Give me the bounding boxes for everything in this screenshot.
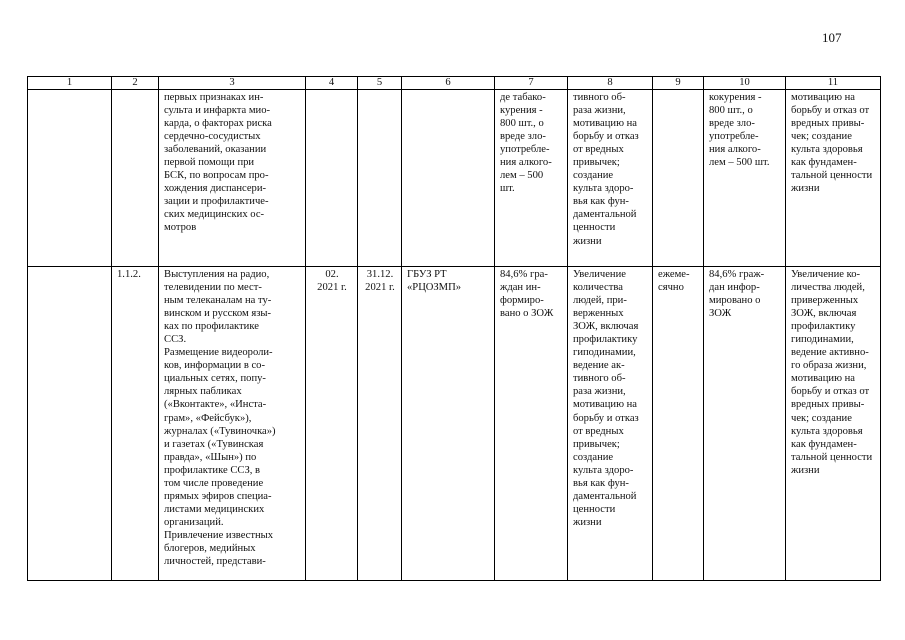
text-line: вреде зло- — [709, 118, 755, 130]
text-line: раза жизни, — [573, 105, 626, 117]
text-line: ния алкого- — [500, 157, 552, 169]
text-line: 02. — [325, 269, 339, 280]
text-line: листами медицинских — [164, 503, 265, 515]
text-line: мотивацию на — [573, 118, 637, 130]
text-line: личества людей, — [791, 282, 865, 294]
text-line: создание — [573, 170, 614, 182]
header-cell: 7 — [495, 77, 568, 90]
text-line: БСК, по вопросам про- — [164, 170, 269, 182]
text-line: тальной ценности — [791, 170, 873, 182]
text-line: курения - — [500, 105, 543, 117]
text-line: ценности — [573, 503, 616, 515]
text-line: чек; создание — [791, 412, 852, 424]
text-line: ских медицинских ос- — [164, 209, 265, 221]
text-line: мотров — [164, 222, 197, 234]
text-line: даментальной — [573, 490, 637, 502]
text-line: хождения диспансери- — [164, 183, 267, 195]
text-line: от вредных — [573, 425, 624, 437]
text-line: привычек; — [573, 438, 620, 450]
text-line: культа здоро- — [573, 183, 634, 195]
header-cell: 3 — [159, 77, 306, 90]
text-line: сячно — [658, 282, 684, 294]
text-line: первых признаках ин- — [164, 92, 264, 103]
text-line: мотивацию на — [791, 92, 855, 103]
text-line: ценности — [573, 222, 616, 234]
text-line: 2021 г. — [317, 282, 347, 294]
cell-item-number: 1.1.2. — [112, 267, 159, 581]
text-line: вья как фун- — [573, 477, 629, 489]
text-line: гиподинамии, — [791, 334, 854, 346]
text-line: употребле- — [500, 144, 550, 156]
text-line: ЗОЖ — [709, 308, 732, 320]
text-line: лем – 500 — [500, 170, 544, 182]
table-row — [28, 90, 881, 267]
text-line: тивного об- — [573, 92, 626, 103]
text-line: лярных пабликах — [164, 386, 242, 398]
text-line: профилактику — [791, 321, 856, 333]
text-line: заболеваний, оказании — [164, 144, 267, 156]
text-line: первой помощи при — [164, 157, 255, 169]
text-line: культа здоровья — [791, 425, 863, 437]
text-line: жизни — [573, 235, 602, 247]
text-line: ГБУЗ РТ — [407, 269, 447, 280]
header-cell: 10 — [704, 77, 786, 90]
text-line: сердечно-сосудистых — [164, 131, 261, 143]
text-line: шт. — [500, 183, 515, 195]
text-line: формиро- — [500, 295, 544, 307]
text-line: го образа жизни, — [791, 360, 867, 372]
text-line: борьбу и отказ от — [791, 105, 870, 117]
text-line: ния алкого- — [709, 144, 761, 156]
header-cell: 6 — [402, 77, 495, 90]
header-cell: 4 — [306, 77, 358, 90]
text-line: мотивацию на — [791, 373, 855, 385]
text-line: карда, о факторах риска — [164, 118, 272, 130]
text-line: зации и профилактиче- — [164, 196, 269, 208]
cell-col2 — [112, 90, 159, 267]
text-line: ведение ак- — [573, 360, 625, 372]
cell-executor — [402, 267, 495, 581]
text-line: употребле- — [709, 131, 759, 143]
text-line: как фундамен- — [791, 438, 857, 450]
text-line: вреде зло- — [500, 131, 546, 143]
text-line: привычек; — [573, 157, 620, 169]
text-line: как фундамен- — [791, 157, 857, 169]
text-line: лем – 500 шт. — [709, 157, 770, 169]
cell-frequency — [653, 90, 704, 267]
text-line: личностей, представи- — [164, 556, 266, 568]
text-line: культа здоро- — [573, 464, 634, 476]
text-line: борьбу и отказ — [573, 412, 639, 424]
text-line: сульта и инфаркта мио- — [164, 105, 271, 117]
text-line: тальной ценности — [791, 451, 873, 463]
text-line: борьбу и отказ от — [791, 386, 870, 398]
text-line: приверженных — [791, 295, 859, 307]
text-line: и газетах («Тувинская — [164, 438, 264, 450]
text-line: ЗОЖ, включая — [573, 321, 639, 333]
text-line: 800 шт., о — [500, 118, 544, 130]
text-line: борьбу и отказ — [573, 131, 639, 143]
text-line: Увеличение — [573, 269, 626, 280]
header-cell: 8 — [568, 77, 653, 90]
text-line: циальных сетях, попу- — [164, 373, 266, 385]
cell-achieved — [704, 267, 786, 581]
cell-indicator — [495, 267, 568, 581]
text-line: вредных привы- — [791, 399, 865, 411]
text-line: ков, информации в со- — [164, 360, 266, 372]
text-line: вья как фун- — [573, 196, 629, 208]
text-line: 84,6% гра- — [500, 269, 548, 280]
plan-table — [27, 76, 881, 581]
cell-indicator — [495, 90, 568, 267]
text-line: количества — [573, 282, 623, 294]
text-line: ЗОЖ, включая — [791, 308, 857, 320]
text-line: «РЦОЗМП» — [407, 282, 462, 294]
text-line: кокурения - — [709, 92, 762, 103]
text-line: ках по профилактике — [164, 321, 259, 333]
text-line: вредных привы- — [791, 118, 865, 130]
cell-start — [306, 90, 358, 267]
text-line: культа здоровья — [791, 144, 863, 156]
header-cell: 1 — [28, 77, 112, 90]
cell-end — [358, 267, 402, 581]
text-line: даментальной — [573, 209, 637, 221]
text-line: жизни — [791, 464, 820, 476]
text-line: вано о ЗОЖ — [500, 308, 554, 320]
text-line: винском и русском язы- — [164, 308, 272, 320]
text-line: ССЗ. — [164, 334, 187, 346]
text-line: тивного об- — [573, 373, 626, 385]
text-line: 84,6% граж- — [709, 269, 765, 280]
text-line: верженных — [573, 308, 624, 320]
text-line: создание — [573, 451, 614, 463]
cell-measure — [159, 267, 306, 581]
text-line: профилактике ССЗ, в — [164, 464, 261, 476]
cell-achieved — [704, 90, 786, 267]
text-line: («Вконтакте», «Инста- — [164, 399, 267, 411]
header-row — [28, 77, 881, 90]
text-line: жизни — [791, 183, 820, 195]
text-line: Увеличение ко- — [791, 269, 861, 280]
text-line: мотивацию на — [573, 399, 637, 411]
text-line: жизни — [573, 516, 602, 528]
text-line: Размещение видеороли- — [164, 347, 273, 359]
text-line: чек; создание — [791, 131, 852, 143]
text-line: 31.12. — [366, 269, 394, 280]
text-line: раза жизни, — [573, 386, 626, 398]
text-line: 2021 г. — [365, 282, 395, 294]
text-line: гиподинамии, — [573, 347, 636, 359]
header-cell: 5 — [358, 77, 402, 90]
text-line: ждан ин- — [500, 282, 541, 294]
text-line: журналах («Тувиночка») — [164, 425, 276, 437]
text-line: ведение активно- — [791, 347, 869, 359]
text-line: правда», «Шын») по — [164, 451, 257, 463]
text-line: Привлечение известных — [164, 529, 274, 541]
text-line: ежеме- — [658, 269, 690, 280]
text-line: людей, при- — [573, 295, 627, 307]
text-line: грам», «Фейсбук»), — [164, 412, 252, 424]
text-line: 800 шт., о — [709, 105, 753, 117]
cell-col1 — [28, 90, 112, 267]
text-line: ным телеканалам на ту- — [164, 295, 272, 307]
text-line: мировано о — [709, 295, 761, 307]
text-line: блогеров, медийных — [164, 542, 256, 554]
cell-result — [568, 90, 653, 267]
header-cell: 2 — [112, 77, 159, 90]
text-line: телевидении по мест- — [164, 282, 262, 294]
cell-start — [306, 267, 358, 581]
text-line: том числе проведение — [164, 477, 264, 489]
text-line: прямых эфиров специа- — [164, 490, 272, 502]
text-line: профилактику — [573, 334, 638, 346]
text-line: организаций. — [164, 516, 224, 528]
cell-result — [568, 267, 653, 581]
text-line: дан инфор- — [709, 282, 760, 294]
cell-executor — [402, 90, 495, 267]
cell-outcome — [786, 267, 881, 581]
text-line: де табако- — [500, 92, 546, 103]
cell-frequency — [653, 267, 704, 581]
cell-col1 — [28, 267, 112, 581]
cell-end — [358, 90, 402, 267]
text-line: от вредных — [573, 144, 624, 156]
table-row — [28, 267, 881, 581]
page-number: 107 — [822, 30, 842, 45]
header-cell: 9 — [653, 77, 704, 90]
cell-outcome — [786, 90, 881, 267]
header-cell: 11 — [786, 77, 881, 90]
text-line: Выступления на радио, — [164, 269, 270, 280]
cell-measure — [159, 90, 306, 267]
